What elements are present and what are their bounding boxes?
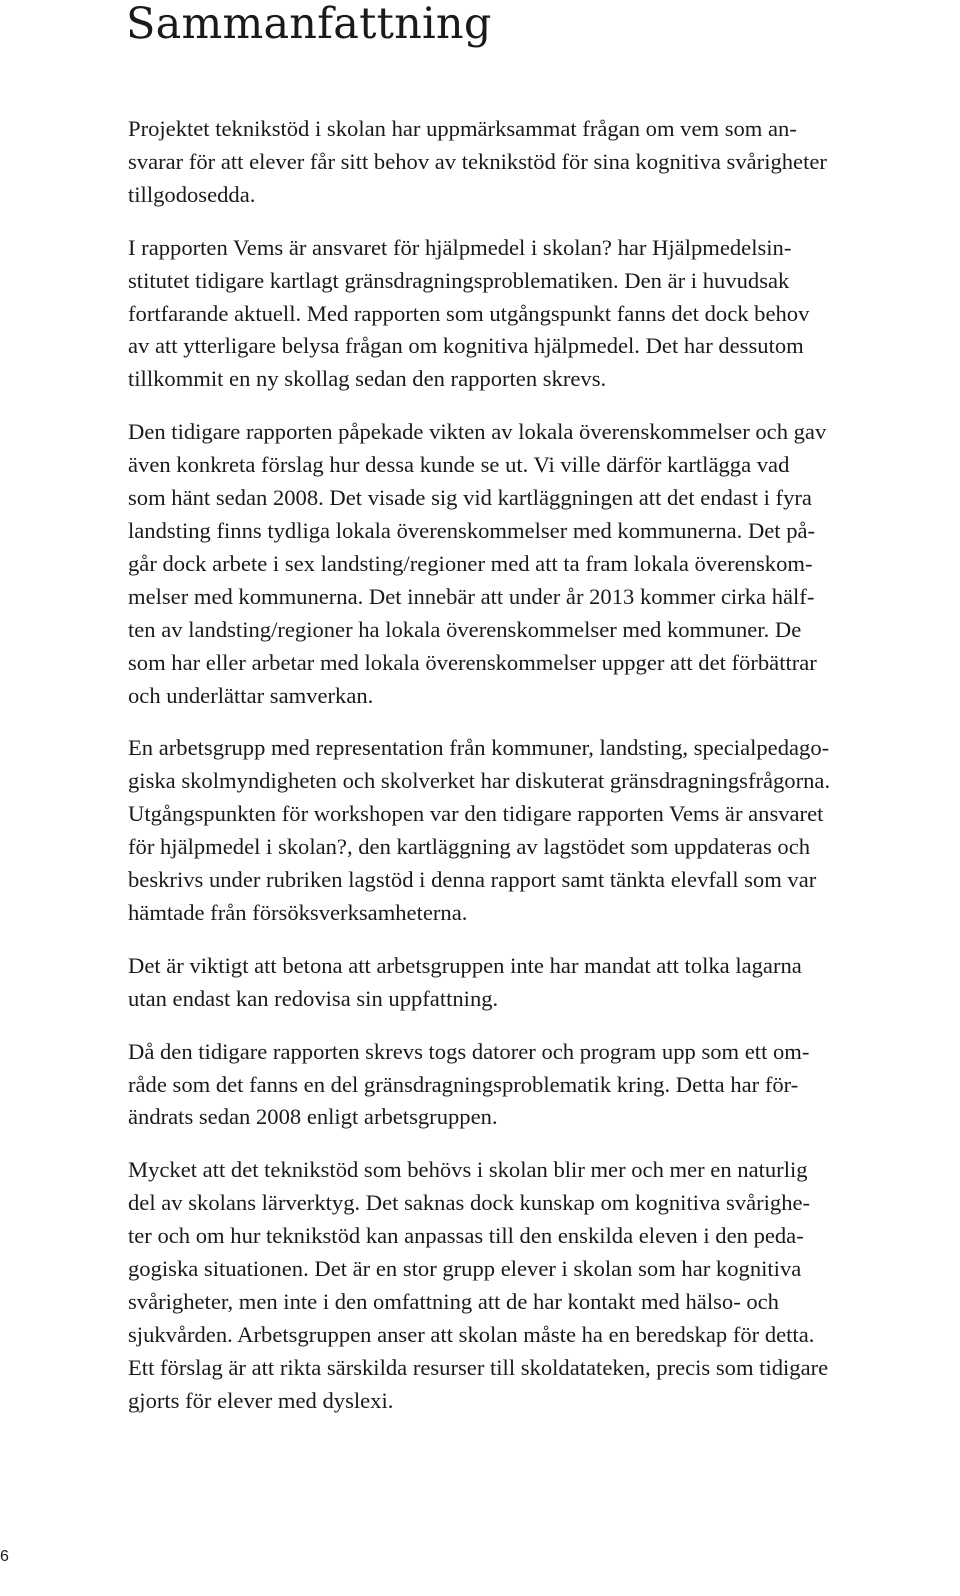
text-line: Projektet teknikstöd i skolan har uppmärksammat frågan om vem som an- [128, 116, 797, 141]
text-line: som har eller arbetar med lokala överenskommelser uppger att det förbättrar [128, 649, 817, 675]
text-line: beskrivs under rubriken lagstöd i denna rapport samt tänkta elevfall som var [128, 867, 817, 893]
text-line: Utgångspunkten för workshopen var den tidigare rapporten Vems är ansvaret [128, 801, 824, 827]
text-line: Den tidigare rapporten påpekade vikten av lokala överenskommelser och gav [128, 419, 827, 445]
paragraph-5 [128, 950, 946, 1016]
text-line: Mycket att det teknikstöd som behövs i skolan blir mer och mer en naturlig [128, 1157, 808, 1183]
text-line: ändrats sedan 2008 enligt arbetsgruppen. [128, 1104, 498, 1130]
paragraph-3 [128, 416, 946, 712]
body-text [128, 113, 946, 1418]
text-line: Det är viktigt att betona att arbetsgruppen inte har mandat att tolka lagarna [128, 952, 802, 978]
page-number: 6 [0, 1548, 9, 1565]
text-line: svårigheter, men inte i den omfattning att de har kontakt med hälso- och [128, 1289, 779, 1314]
text-line: hämtade från försöksverksamheterna. [128, 899, 468, 925]
text-line: sjukvården. Arbetsgruppen anser att skolan måste ha en beredskap för detta. [128, 1321, 815, 1347]
text-line: av att ytterligare belysa frågan om kognitiva hjälpmedel. Det har dessutom [128, 333, 804, 359]
text-line: går dock arbete i sex landsting/regioner med att ta fram lokala överenskom- [128, 550, 813, 576]
text-line: som hänt sedan 2008. Det visade sig vid kartläggningen att det endast i fyra [128, 485, 812, 511]
paragraph-7 [128, 1154, 946, 1417]
text-line: giska skolmyndigheten och skolverket har diskuterat gränsdragningsfrågorna. [128, 768, 831, 794]
text-line: melser med kommunerna. Det innebär att under år 2013 kommer cirka hälf- [128, 583, 815, 609]
text-line: tillgodosedda. [128, 181, 256, 207]
text-line: fortfarande aktuell. Med rapporten som utgångspunkt fanns det dock behov [128, 300, 810, 326]
text-line: Då den tidigare rapporten skrevs togs datorer och program upp som ett om- [128, 1038, 810, 1064]
text-line: och underlättar samverkan. [128, 682, 374, 708]
text-line: gjorts för elever med dyslexi. [128, 1387, 394, 1413]
text-line: En arbetsgrupp med representation från kommuner, landsting, specialpedago- [128, 735, 830, 761]
paragraph-4 [128, 732, 946, 929]
text-line: landsting finns tydliga lokala överenskommelser med kommunerna. Det på- [128, 517, 816, 543]
text-line: del av skolans lärverktyg. Det saknas dock kunskap om kognitiva svårighe- [128, 1190, 811, 1216]
text-line: råde som det fanns en del gränsdragningsproblematik kring. Detta har för- [128, 1071, 799, 1097]
text-line: tillkommit en ny skollag sedan den rapporten skrevs. [128, 366, 607, 392]
page-title: Sammanfattning [126, 0, 492, 49]
text-line: I rapporten Vems är ansvaret för hjälpmedel i skolan? har Hjälpmedelsin- [128, 234, 792, 260]
text-line: svarar för att elever får sitt behov av teknikstöd för sina kognitiva svårigheter [128, 148, 827, 174]
text-line: ten av landsting/regioner ha lokala överenskommelser med kommuner. De [128, 616, 802, 642]
paragraph-1 [128, 113, 946, 212]
text-line: stitutet tidigare kartlagt gränsdragningsproblematiken. Den är i huvudsak [128, 267, 790, 293]
paragraph-2 [128, 232, 946, 397]
text-line: för hjälpmedel i skolan?, den kartläggning av lagstödet som uppdateras och [128, 834, 811, 860]
text-line: gogiska situationen. Det är en stor grupp elever i skolan som har kognitiva [128, 1256, 802, 1282]
paragraph-6 [128, 1036, 946, 1135]
text-line: även konkreta förslag hur dessa kunde se ut. Vi ville därför kartlägga vad [128, 452, 790, 478]
text-line: Ett förslag är att rikta särskilda resurser till skoldatateken, precis som tidigare [128, 1354, 829, 1380]
text-line: ter och om hur teknikstöd kan anpassas till den enskilda eleven i den peda- [128, 1223, 804, 1249]
text-line: utan endast kan redovisa sin uppfattning. [128, 985, 499, 1011]
